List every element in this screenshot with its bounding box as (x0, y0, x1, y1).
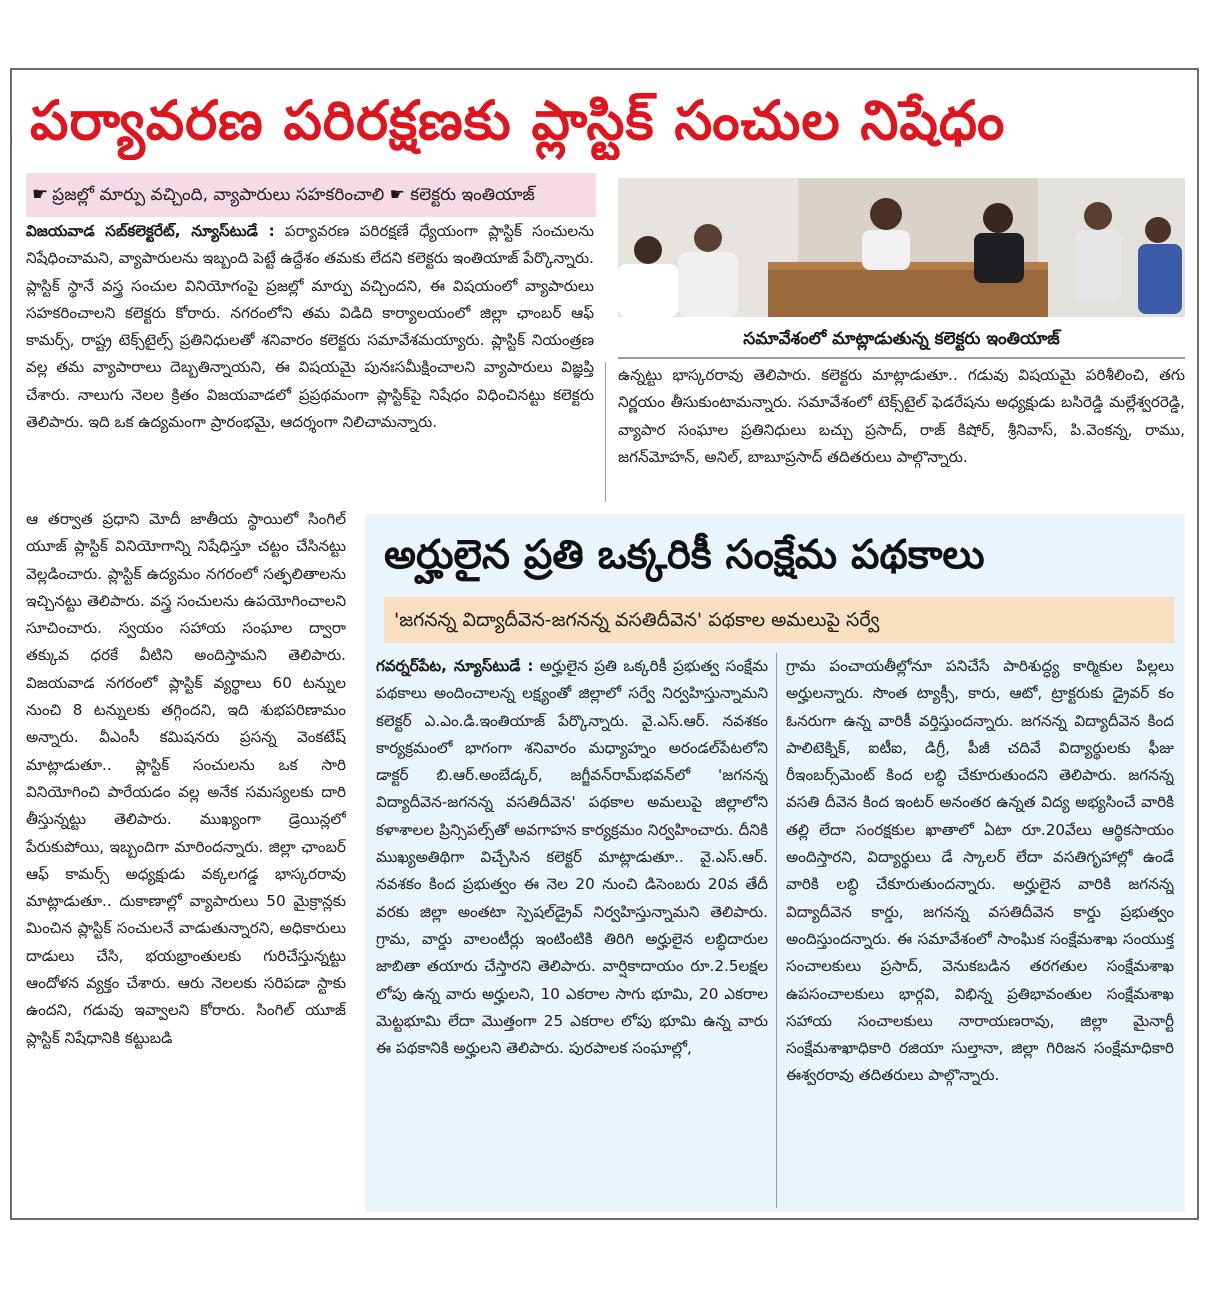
article1-column-2: ఉన్నట్టు భాస్కరరావు తెలిపారు. కలెక్టరు మాట్లాడుతూ.. గడువు విషయమై పరిశీలించి, తగు నిర్ణయం తీసుకుంటామన్నారు. సమావేశంలో టెక్స్‌టైల్ ఫెడరేషను అధ్యక్షుడు బసిరెడ్డి మల్లేశ్వరరెడ్డి, వ్యాపార సంఘాల ప్రతినిధులు బచ్చు ప్రసాద్, రాజ్ కిషోర్, శ్రీనివాస్, పి.వెంకన్న, రాము, జగన్‌మోహన్, అనిల్, బాబూప్రసాద్ తదితరులు పాల్గొన్నారు. (618, 366, 1185, 466)
pointing-hand-icon: ☛ (32, 184, 49, 205)
article2-column-1 (376, 653, 768, 1208)
article1-headline: పర్యావరణ పరిరక్షణకు ప్లాస్టిక్ సంచుల నిషేధం (30, 89, 1006, 152)
column-divider (605, 362, 606, 502)
article1-column-1-text: పర్యావరణ పరిరక్షణే ధ్యేయంగా ప్లాస్టిక్ సంచులను నిషేధించామని, వ్యాపారులను ఇబ్బంది పెట్టే ఉద్దేశం తమకు లేదని కలెక్టరు ఇంతియాజ్ పేర్కొన్నారు. ప్లాస్టిక్ స్థానే వస్త్ర సంచుల వినియోగంపై ప్రజల్లో మార్పు వచ్చిందని, ఈ విషయంలో వ్యాపారులు సహకరించాలని కలెక్టరు కోరారు. నగరంలోని తమ విడిది కార్యాలయంలో జిల్లా ఛాంబర్ ఆఫ్ కామర్స్, రాష్ట్ర టెక్స్‌టైల్స్ ప్రతినిధులతో శనివారం కలెక్టరు సమావేశమయ్యారు. ప్లాస్టిక్ నియంత్రణ వల్ల తమ వ్యాపారాలు దెబ్బతిన్నాయని, ఈ విషయమై పునఃసమీక్షించాలని వ్యాపారులు విజ్ఞప్తి చేశారు. నాలుగు నెలల క్రితం విజయవాడలో ప్రప్రథమంగా ప్లాస్టిక్‌పై నిషేధం విధించినట్టు కలెక్టరు తెలిపారు. ఇది ఒక ఉద్యమంగా ప్రారంభమై, ఆదర్శంగా నిలిచామన్నారు. (26, 222, 594, 432)
article1-deck (26, 173, 596, 217)
article2-headline: అర్హులైన ప్రతి ఒక్కరికీ సంక్షేమ పథకాలు (384, 532, 985, 578)
article2-deck: 'జగనన్న విద్యాదీవెన-జగనన్న వసతిదీవెన' పథకాల అమలుపై సర్వే (384, 597, 1174, 643)
article2-column-1-text: అర్హులైన ప్రతి ఒక్కరికీ ప్రభుత్వ సంక్షేమ పథకాలు అందించాలన్న లక్ష్యంతో జిల్లాలో సర్వే నిర్వహిస్తున్నామని కలెక్టర్ ఎ.ఎం.డి.ఇంతియాజ్ పేర్కొన్నారు. వై.ఎస్.ఆర్. నవశకం కార్యక్రమంలో భాగంగా శనివారం మధ్యాహ్నం అరండల్‌పేటలోని డాక్టర్ బి.ఆర్.అంబేడ్కర్, జగ్జీవన్‌రామ్‌భవన్‌లో 'జగనన్న విద్యాదీవెన-జగనన్న వసతిదీవెన' పథకాల అమలుపై జిల్లాలోని కళాశాలల ప్రిన్సిపల్స్‌తో అవగాహన కార్యక్రమం నిర్వహించారు. దీనికి ముఖ్యఅతిథిగా విచ్చేసిన కలెక్టర్ మాట్లాడుతూ.. వై.ఎస్.ఆర్. నవశకం కింద ప్రభుత్వం ఈ నెల 20 నుంచి డిసెంబరు 20వ తేదీ వరకు జిల్లా అంతటా స్పెషల్‌డ్రైవ్ నిర్వహిస్తున్నామని తెలిపారు. గ్రామ, వార్డు వాలంటీర్లు ఇంటింటికి తిరిగి అర్హులైన లబ్ధిదారుల జాబితా తయారు చేస్తారని తెలిపారు. వార్షికాదాయం రూ.2.5లక్షల లోపు ఉన్న వారు అర్హులని, 10 ఎకరాల సాగు భూమి, 20 ఎకరాల మెట్టభూమి లేదా మొత్తంగా 25 ఎకరాల లోపు భూమి ఉన్న వారు ఈ పథకానికి అర్హులని తెలిపారు. పురపాలక సంఘాల్లో, (376, 657, 768, 1058)
article2-column-2: గ్రామ పంచాయతీల్లోనూ పనిచేసే పారిశుద్ధ్య కార్మికుల పిల్లలు అర్హులన్నారు. సొంత ట్యాక్సీ, కారు, ఆటో, ట్రాక్టరుకు డ్రైవర్ కం ఓనరుగా ఉన్న వారికీ వర్తిస్తుందన్నారు. జగనన్న విద్యాదీవెన కింద పాలిటెక్నిక్, ఐటీఐ, డిగ్రీ, పీజీ చదివే విద్యార్థులకు ఫీజు రీఇంబర్స్‌మెంట్ కింద లబ్ధి చేకూరుతుందని తెలిపారు. జగనన్న వసతి దీవెన కింద ఇంటర్ అనంతర ఉన్నత విద్య అభ్యసించే వారికి తల్లి లేదా సంరక్షకుల ఖాతాలో ఏటా రూ.20వేలు ఆర్థికసాయం అందిస్తారని, విద్యార్థులు డే స్కాలర్ లేదా వసతిగృహాల్లో ఉండే వారికి లబ్ధి చేకూరుతుందన్నారు. అర్హులైన వారికి జగనన్న విద్యాదీవెన కార్డు, జగనన్న వసతిదీవెన కార్డు ప్రభుత్వం అందిస్తుందన్నారు. ఈ సమావేశంలో సాంఘిక సంక్షేమశాఖ సంయుక్త సంచాలకులు ప్రసాద్, వెనుకబడిన తరగతుల సంక్షేమశాఖ ఉపసంచాలకులు భార్గవి, విభిన్న ప్రతిభావంతుల సంక్షేమశాఖ సహాయ సంచాలకులు నారాయణరావు, జిల్లా మైనార్టీ సంక్షేమశాఖాధికారి రజియా సుల్తానా, జిల్లా గిరిజన సంక్షేమాధికారి ఈశ్వరరావు తదితరులు పాల్గొన్నారు. (786, 657, 1174, 1085)
article1-column-3: ఆ తర్వాత ప్రధాని మోదీ జాతీయ స్థాయిలో సింగిల్ యూజ్ ప్లాస్టిక్ వినియోగాన్ని నిషేధిస్తూ చట్టం చేసినట్టు వెల్లడించారు. ప్లాస్టిక్ ఉద్యమం నగరంలో సత్ఫలితాలను ఇచ్చినట్టు తెలిపారు. వస్త్ర సంచులను ఉపయోగించాలని సూచించారు. స్వయం సహాయ సంఘాల ద్వారా తక్కువ ధరకే వీటిని అందిస్తామని తెలిపారు. విజయవాడ నగరంలో ప్లాస్టిక్ వ్యర్థాలు 60 టన్నుల నుంచి 8 టన్నులకు తగ్గిందని, ఇది శుభపరిణామం అన్నారు. వీఎంసీ కమిషనరు ప్రసన్న వెంకటేష్ మాట్లాడుతూ.. ప్లాస్టిక్ సంచులను ఒక సారి వినియోగించి పారేయడం వల్ల అనేక సమస్యలకు దారి తీస్తున్నట్టు తెలిపారు. ముఖ్యంగా డ్రెయిన్లలో పేరుకుపోయి, ఇబ్బందిగా మారిందన్నారు. జిల్లా ఛాంబర్ ఆఫ్ కామర్స్ అధ్యక్షుడు వక్కలగడ్డ భాస్కరరావు మాట్లాడుతూ.. దుకాణాల్లో వ్యాపారులు 50 మైక్రాన్లకు మించిన ప్లాస్టిక్ సంచులనే వాడుతున్నారని, అధికారులు దాడులు చేసి, భయభ్రాంతులకు గురిచేస్తున్నట్టు ఆందోళన వ్యక్తం చేశారు. ఆరు నెలలకు సరిపడా స్టాకు ఉందని, గడువు ఇవ్వాలని కోరారు. సింగిల్ యూజ్ ప్లాస్టిక్ నిషేధానికి కట్టుబడి (26, 510, 346, 1047)
article1-column-1 (26, 218, 594, 506)
photo-caption: సమావేశంలో మాట్లాడుతున్న కలెక్టరు ఇంతియాజ్ (618, 319, 1185, 359)
article1-deck-text: ప్రజల్లో మార్పు వచ్చింది, వ్యాపారులు సహకరించాలి ☛ కలెక్టరు ఇంతియాజ్ (52, 185, 535, 205)
article1-dateline: విజయవాడ సబ్‌కలెక్టరేట్, న్యూస్‌టుడే : (26, 222, 275, 240)
column-divider (776, 653, 777, 1208)
article2-dateline: గవర్నర్‌పేట, న్యూస్‌టుడే : (376, 657, 534, 675)
meeting-photo (618, 178, 1185, 317)
